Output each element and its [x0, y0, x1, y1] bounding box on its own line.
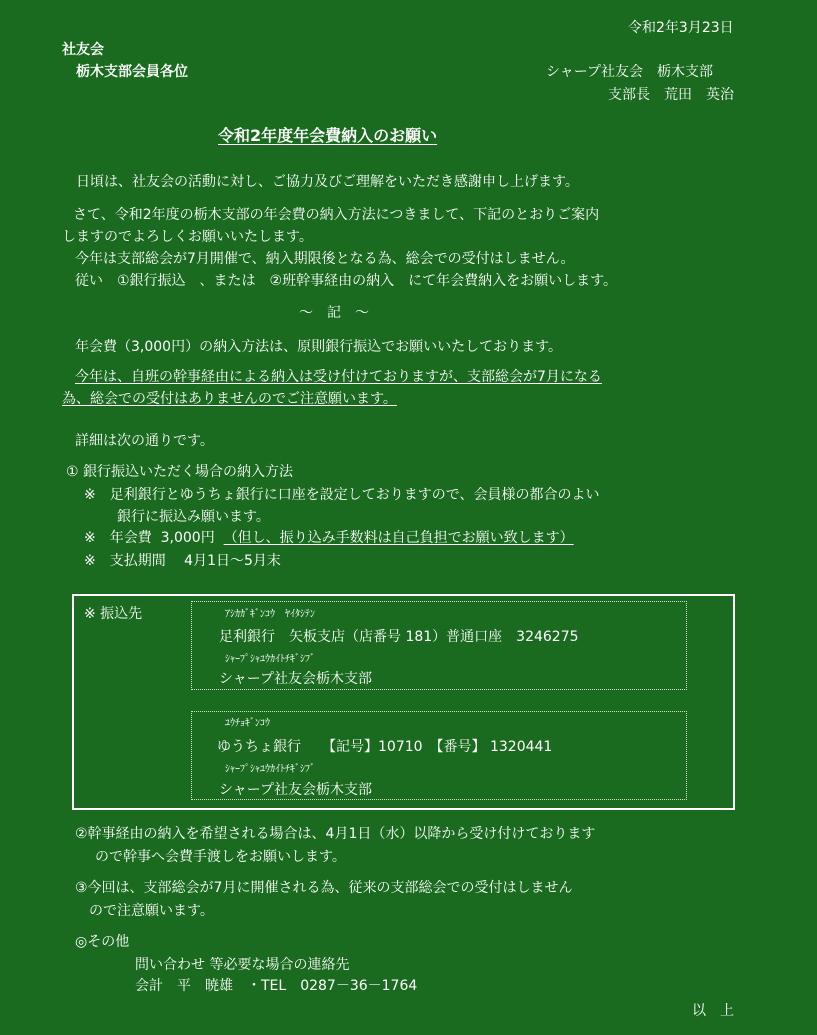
- transfer-label: ※ 振込先: [84, 606, 143, 622]
- intro-paragraph-1: 日頃は、社友会の活動に対し、ご協力及びご理解をいただき感謝申し上げます。: [76, 174, 579, 190]
- section-1-item-1-line-1: ※ 足利銀行とゆうちょ銀行に口座を設定しておりますので、会員様の都合のよい: [84, 487, 600, 503]
- fee-note: 年会費（3,000円）の納入方法は、原則銀行振込でお願いいたしております。: [75, 339, 562, 355]
- sender-org: シャープ社友会 栃木支部: [546, 64, 714, 80]
- section-1-item-2: [84, 530, 574, 547]
- page-title: 令和2年度年会費納入のお願い: [218, 126, 438, 145]
- section-2-line-1: ②幹事経由の納入を希望される場合は、4月1日（水）以降から受け付けております: [75, 826, 596, 842]
- bank-2-account: ゆうちょ銀行 【記号】10710 【番号】 1320441: [217, 739, 553, 755]
- bank-2-holder: シャープ社友会栃木支部: [219, 782, 373, 798]
- fee-note-underlined: （但し、振り込み手数料は自己負担でお願い致します）: [223, 530, 574, 546]
- caution-line-2: 為、総会での受付はありませんのでご注意願います。: [62, 391, 397, 407]
- contact-label: 問い合わせ 等必要な場合の連絡先: [135, 957, 350, 973]
- intro-paragraph-2-line-1: さて、令和2年度の栃木支部の年会費の納入方法につきまして、下記のとおりご案内: [73, 207, 600, 223]
- details-intro: 詳細は次の通りです。: [75, 433, 214, 449]
- intro-paragraph-2-line-2: しますのでよろしくお願いいたします。: [62, 229, 313, 245]
- caution-line-1: 今年は、自班の幹事経由による納入は受け付けておりますが、支部総会が7月になる: [75, 369, 602, 385]
- bank-2-kana: ﾕｳﾁｮｷﾞﾝｺｳ: [225, 718, 270, 729]
- section-2-line-2: ので幹事へ会費手渡しをお願いします。: [95, 849, 346, 865]
- section-1-item-3: ※ 支払期間 4月1日～5月末: [84, 553, 281, 569]
- ki-heading: ～ 記 ～: [299, 305, 369, 321]
- contact-info: 会計 平 暁雄 ・TEL 0287－36－1764: [135, 978, 418, 994]
- intro-paragraph-3: 今年は支部総会が7月開催で、納入期限後となる為、総会での受付はしません。: [75, 251, 575, 267]
- bank-1-kana: ｱｼｶｶﾞｷﾞﾝｺｳ ﾔｲﾀｼﾃﾝ: [225, 609, 315, 620]
- intro-paragraph-4: 従い ①銀行振込 、または ②班幹事経由の納入 にて年会費納入をお願いします。: [75, 273, 617, 289]
- sender-name: 支部長 荒田 英治: [608, 87, 734, 103]
- section-1-heading: ① 銀行振込いただく場合の納入方法: [66, 464, 294, 480]
- fee-amount: ※ 年会費 3,000円: [84, 530, 224, 546]
- bank-1-holder: シャープ社友会栃木支部: [219, 671, 373, 687]
- other-heading: ◎その他: [75, 934, 130, 950]
- bank-1-holder-kana: ｼｬｰﾌﾟｼｬﾕｳｶｲﾄﾁｷﾞｼﾌﾞ: [225, 654, 315, 665]
- recipient-org: 社友会: [62, 42, 104, 58]
- bank-1-account: 足利銀行 矢板支店（店番号 181）普通口座 3246275: [219, 629, 579, 645]
- recipient: 栃木支部会員各位: [76, 64, 188, 80]
- section-3-line-2: ので注意願います。: [89, 903, 214, 919]
- section-1-item-1-line-2: 銀行に振込み願います。: [117, 509, 270, 525]
- section-3-line-1: ③今回は、支部総会が7月に開催される為、従来の支部総会での受付はしません: [75, 880, 573, 896]
- closing: 以 上: [692, 1003, 734, 1019]
- bank-2-holder-kana: ｼｬｰﾌﾟｼｬﾕｳｶｲﾄﾁｷﾞｼﾌﾞ: [225, 764, 315, 775]
- document-date: 令和2年3月23日: [628, 20, 734, 36]
